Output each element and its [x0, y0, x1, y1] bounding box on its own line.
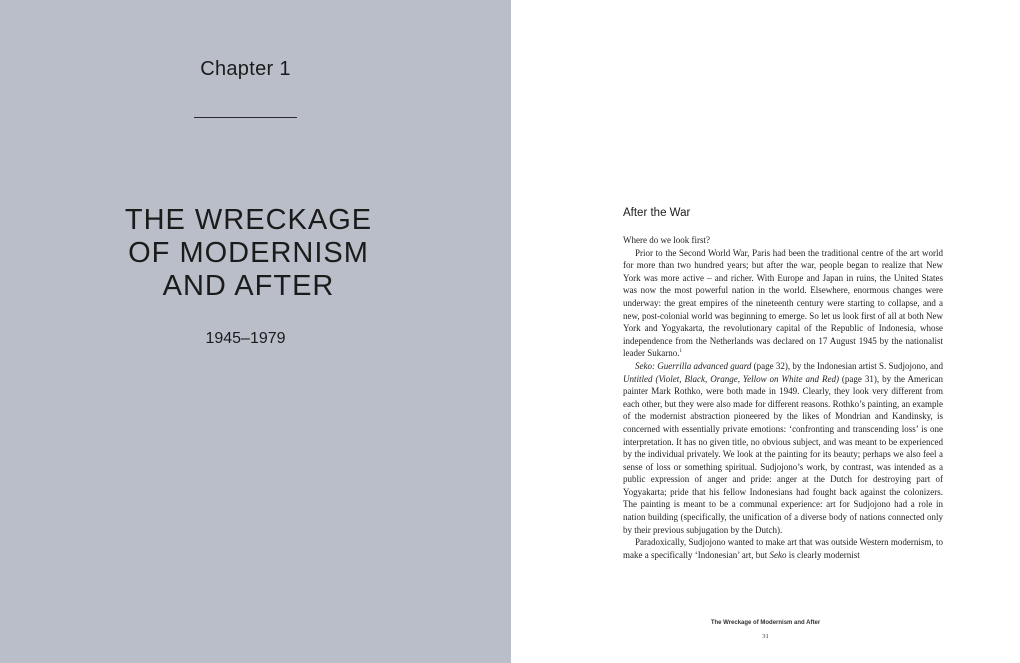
paragraph-text: Paradoxically, Sudjojono wanted to make art that was outside Western modernism, to make a specifically ‘Indonesian’ art, but: [623, 537, 943, 560]
footnote-reference[interactable]: 1: [679, 349, 682, 355]
text-page: [511, 0, 1020, 663]
chapter-title: [0, 204, 497, 303]
paragraph: [623, 536, 943, 561]
chapter-label: Chapter 1: [200, 58, 291, 80]
paragraph: [623, 247, 943, 360]
page-number: 31: [762, 633, 769, 640]
chapter-divider-rule: [194, 117, 297, 118]
artwork-title: Seko: [769, 549, 787, 560]
paragraph: [623, 234, 943, 247]
paragraph-text: Where do we look first?: [623, 235, 710, 245]
artwork-title: Untitled (Violet, Black, Orange, Yellow on White and Red): [623, 373, 839, 384]
paragraph-text: is clearly modernist: [786, 549, 860, 560]
chapter-title-line: THE WRECKAGE: [124, 204, 373, 236]
paragraph-text: (page 31), by the American painter Mark Rothko, were both made in 1949. Clearly, they look very different from each other, but they were also made for different reasons. Rothko’s painting, an example of the modernist abstraction pioneered by the likes of Mondrian and Kandinsky, is concerned with essentially private emotions: ‘confronting and transcending loss’ is one interpretation. It has no given title, no obvious subject, and was meant to be experienced by the individual privately. We look at the painting for its beauty; perhaps we also feel a sense of loss or something spiritual. Sudjojono’s work, by contrast, was intended as a public expression of anger and pride: anger at the Dutch for destroying part of Yogyakarta; pride that his fellow Indonesians had fought back against the colonizers. The painting is meant to be a communal experience: art for Sudjojono had a role in nation building (specifically, the unification of a diverse body of nations connected only by their previous subjugation by the Dutch).: [623, 373, 943, 535]
running-footer-title: The Wreckage of Modernism and After: [710, 620, 821, 626]
artwork-title: Seko: Guerrilla advanced guard: [635, 360, 752, 371]
paragraph: [623, 360, 943, 536]
chapter-years: 1945–1979: [205, 330, 286, 347]
chapter-title-line: AND AFTER: [162, 270, 335, 302]
chapter-title-line: OF MODERNISM: [128, 237, 369, 269]
paragraph-text: Prior to the Second World War, Paris had been the traditional centre of the art world for more than two hundred years; but after the war, people began to realize that New York was more active – and richer. With Europe and Japan in ruins, the United States was now the most powerful nation in the world. Elsewhere, enormous changes were underway: the great empires of the nineteenth century were starting to collapse, and a new, post-colonial world was beginning to emerge. So let us look first of all at both New York and Yogyakarta, the revolutionary capital of the Republic of Indonesia, whose independence from the Netherlands was declared on 17 August 1945 by the nationalist leader Sukarno.: [623, 247, 943, 359]
body-text: [623, 234, 943, 561]
paragraph-text: (page 32), by the Indonesian artist S. Sudjojono, and: [751, 360, 943, 371]
section-heading: After the War: [623, 207, 691, 219]
